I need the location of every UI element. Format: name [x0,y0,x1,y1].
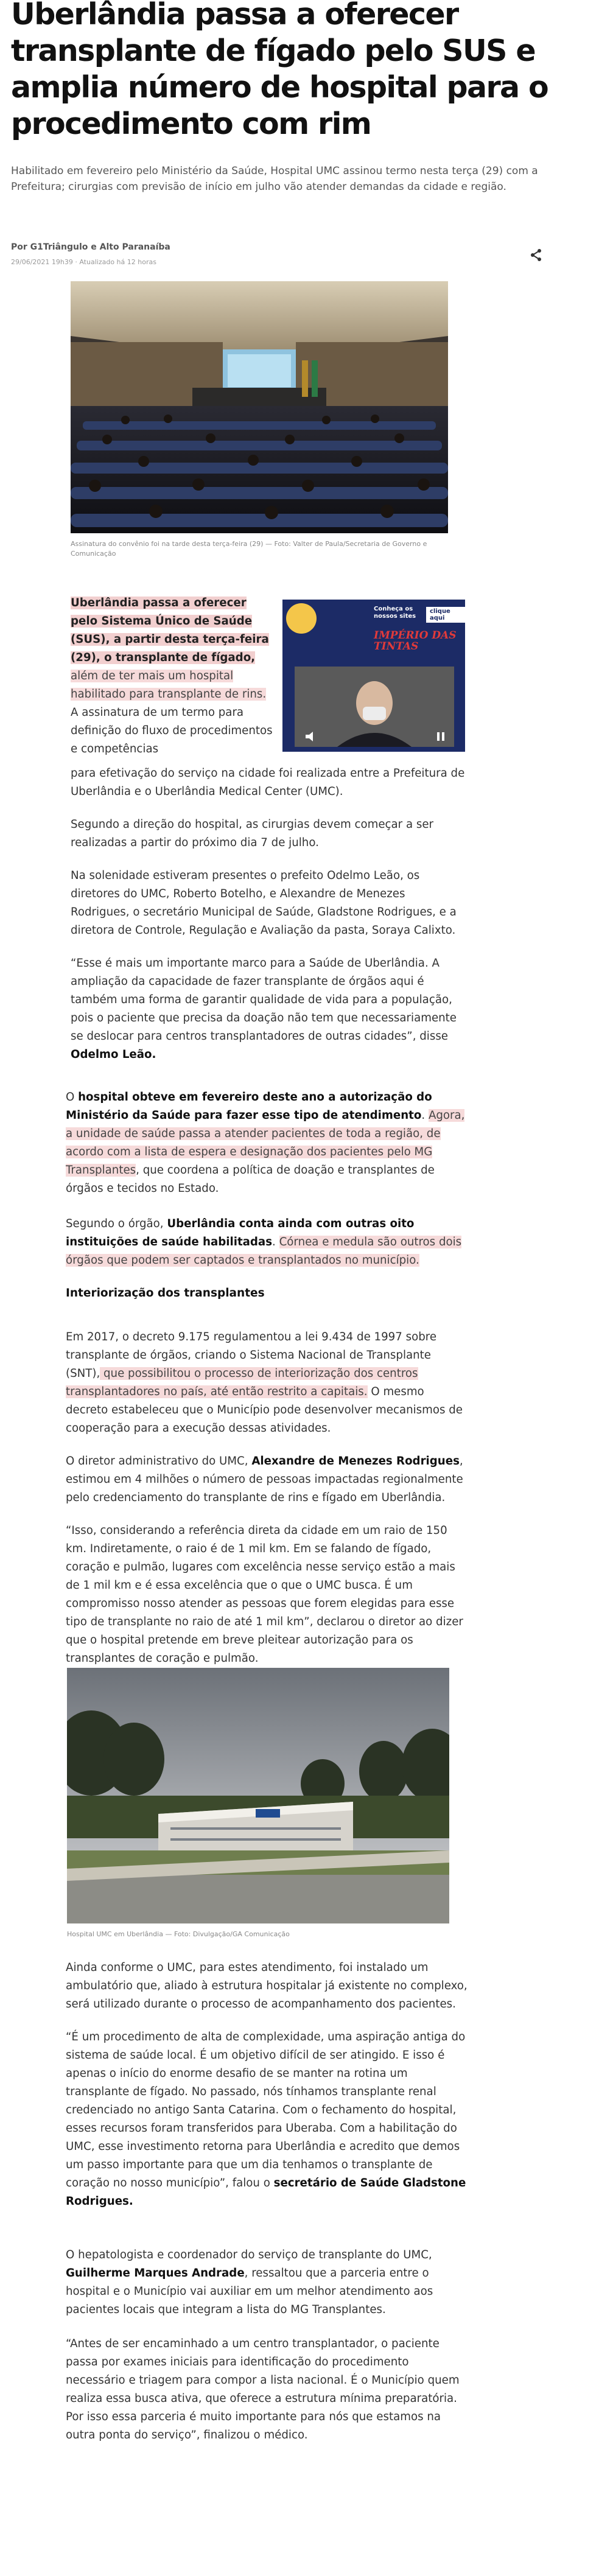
ad-logo [286,603,317,634]
advertisement[interactable] [282,600,465,752]
auth-bold: hospital obteve em fevereiro deste ano a autorização do Ministério da Saúde para fazer esse tipo de atendimento [66,1091,432,1122]
quote-mayor-name: Odelmo Leão. [71,1048,156,1061]
auditorium-photo [71,281,448,533]
auth-a: O [66,1091,79,1104]
director-b: , estimou em 4 milhões o número de pessoas impactadas regionalmente pelo credenciamento do transplante de rins e fígado em Uberlândia. [66,1455,463,1504]
auth-c: , que coordena a política de doação e transplantes de órgãos e tecidos no Estado. [66,1164,435,1195]
paragraph-quote-secretary [66,2028,468,2211]
highlight-cornea: Córnea e medula são outros dois órgãos que podem ser captados e transplantados no município. [66,1236,462,1267]
decree-a: Em 2017, o decreto 9.175 regulamentou a lei 9.434 de 1997 sobre transplante de órgãos, criando o Sistema Nacional de Transplante (SNT), [66,1331,437,1380]
ad-cta[interactable]: clique aqui [426,607,465,623]
photo-caption: Assinatura do convênio foi na tarde desta terça-feira (29) — Foto: Valter de Paula/Secretaria de Governo e Comunicação [71,540,427,558]
paragraph-authorization [66,1088,468,1198]
paragraph-attendees: Na solenidade estiveram presentes o prefeito Odelmo Leão, os diretores do UMC, Roberto Botelho, e Alexandre de Menezes Rodrigues, o secretário Municipal de Saúde, Gladstone Rodrigues, e a diretora de Controle, Regulação e Avaliação da pasta, Soraya Calixto. [71,869,457,937]
quote-mayor-text: “Esse é mais um importante marco para a Saúde de Uberlândia. A ampliação da capacidade de fazer transplante de órgãos aqui é também uma forma de garantir qualidade de vida para a população, pois o paciente que precisa da doação não tem que necessariamente se deslocar para centros transplantadores de outras cidades”, disse [71,957,457,1043]
auth-b: . [421,1109,429,1122]
ad-brand: IMPÉRIO DAS TINTAS [374,629,457,653]
paragraph-director [66,1452,468,1507]
director-name: Alexandre de Menezes Rodrigues [251,1455,460,1468]
byline: Por G1Triângulo e Alto Paranaíba [11,242,170,252]
highlight-region: Agora, a unidade de saúde passa a atender pacientes de toda a região, de acordo com a lista de espera e designação dos pacientes pelo MG Transplantes [66,1109,465,1177]
article-title: Uberlândia passa a oferecer transplante de fígado pelo SUS e amplia número de hospital para o procedimento com rim [11,0,548,141]
hospital-photo [67,1668,449,1923]
highlight-interiorization: que possibilitou o processo de interiorização dos centros transplantadores no país, até então restrito a capitais. [66,1367,418,1398]
paragraph-decree [66,1328,468,1438]
inst-bold: Uberlândia conta ainda com outras oito instituições de saúde habilitadas [66,1217,415,1248]
highlight-kidney: além de ter mais um hospital habilitado para transplante de rins. [71,670,267,701]
quote-secretary-name: secretário de Saúde Gladstone Rodrigues. [66,2177,466,2208]
inst-a: Segundo o órgão, [66,1217,167,1230]
ad-video[interactable] [295,667,454,747]
paragraph-intro [71,594,275,758]
paragraph-ambulatory: Ainda conforme o UMC, para estes atendimento, foi instalado um ambulatório que, aliado à estrutura hospitalar já existente no complexo, será utilizado durante o processo de acompanhamento dos pacientes. [66,1961,468,2011]
paragraph-institutions [66,1215,468,1270]
paragraph-intro-cont: para efetivação do serviço na cidade foi realizada entre a Prefeitura de Uberlândia e o Uberlândia Medical Center (UMC). [71,767,465,798]
photo-caption: Hospital UMC em Uberlândia — Foto: Divulgação/GA Comunicação [67,1930,290,1938]
paragraph-quote-mayor [71,954,466,1064]
share-icon[interactable] [528,247,544,263]
dateline: 29/06/2021 19h39 · Atualizado há 12 horas [11,258,156,266]
hep-b: , ressaltou que a parceria entre o hospital e o Município vai auxiliar em um melhor atendimento aos pacientes locais que integram a lista do MG Transplantes. [66,2267,433,2316]
ad-tag: Conheça os nossos sites [374,606,416,620]
paragraph-hepatologist [66,2246,468,2319]
article-subtitle: Habilitado em fevereiro pelo Ministério da Saúde, Hospital UMC assinou termo nesta terça (29) com a Prefeitura; cirurgias com previsão de início em julho vão atender demandas da cidade e região. [11,165,538,193]
quote-secretary-text: “É um procedimento de alta de complexidade, uma aspiração antiga do sistema de saúde local. É um objetivo difícil de ser atingido. E isso é apenas o início do enorme desafio de se manter na rotina um transplante de fígado. No passado, nós tínhamos transplante renal credenciado no antigo Santa Catarina. Com o fechamento do hospital, esses recursos foram transferidos para Uberaba. Com a habilitação do UMC, esse investimento retorna para Uberlândia e acredito que demos um passo importante para que um dia tenhamos o transplante de coração no nosso município”, falou o [66,2031,466,2189]
hep-name: Guilherme Marques Andrade [66,2267,245,2280]
section-heading: Interiorização dos transplantes [66,1287,265,1300]
highlight-lead: Uberlândia passa a oferecer pelo Sistema Único de Saúde (SUS), a partir desta terça-feira (29), o transplante de fígado, [71,597,269,664]
intro-tail: A assinatura de um termo para definição do fluxo de procedimentos e competências [71,706,273,755]
paragraph-schedule: Segundo a direção do hospital, as cirurgias devem começar a ser realizadas a partir do próximo dia 7 de julho. [71,818,434,849]
inst-b: . [272,1236,279,1248]
hep-a: O hepatologista e coordenador do serviço de transplante do UMC, [66,2249,432,2261]
paragraph-quote-director: “Isso, considerando a referência direta da cidade em um raio de 150 km. Indiretamente, o raio é de 1 mil km. Em se falando de fígado, coração e pulmão, lugares com excelência nesse serviço estão a mais de 1 mil km e é essa excelência que o que o UMC busca. É um compromisso nosso atender as pessoas que forem elegidas para esse tipo de transplante no raio de até 1 mil km”, declarou o diretor ao dizer que o hospital pretende em breve pleitear autorização para os transplantes de coração e pulmão. [66,1524,463,1665]
director-a: O diretor administrativo do UMC, [66,1455,252,1468]
paragraph-quote-doctor: “Antes de ser encaminhado a um centro transplantador, o paciente passa por exames iniciais para identificação do procedimento necessário e triagem para compor a lista nacional. É o Município quem realiza essa busca ativa, que oferece a estrutura mínima preparatória. Por isso essa parceria é muito importante para nós que estamos na outra ponta do serviço”, finalizou o médico. [66,2337,460,2441]
decree-b: O mesmo decreto estabeleceu que o Município pode desenvolver mecanismos de cooperação para a execução dessas atividades. [66,1385,463,1435]
